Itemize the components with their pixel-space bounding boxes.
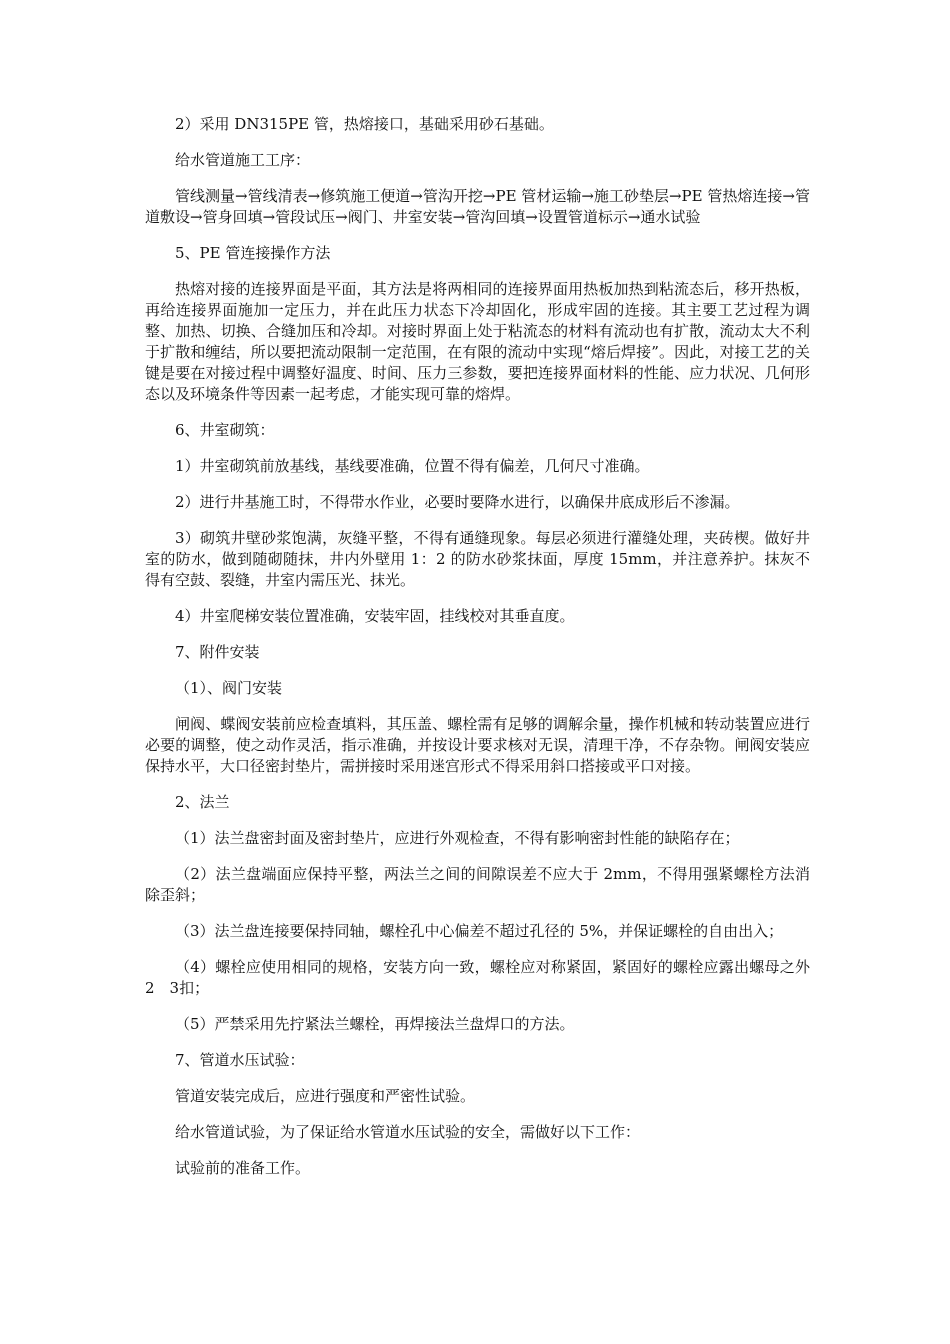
paragraph-pipe-spec: 2）采用 DN315PE 管，热熔接口，基础采用砂石基础。: [175, 115, 554, 133]
paragraph-valve-installation: 闸阀、蝶阀安装前应检查填料，其压盖、螺栓需有足够的调解余量，操作机械和转动装置应进行必要的调整，使之动作灵活，指示准确，并按设计要求核对无误，清理干净，不存杂物。闸阀安装应保持水平，大口径密封垫片，需拼接时采用迷宫形式不得采用斜口搭接或平口对接。: [145, 715, 810, 775]
paragraph-hot-melt-method: 热熔对接的连接界面是平面，其方法是将两相同的连接界面用热板加热到粘流态后，移开热板，再给连接界面施加一定压力，并在此压力状态下冷却固化，形成牢固的连接。其主要工艺过程为调整、加热、切换、合缝加压和冷却。对接时界面上处于粘流态的材料有流动也有扩散，流动太大不利于扩散和缠结，所以要把流动限制一定范围，在有限的流动中实现“熔后焊接”。因此，对接工艺的关键是要在对接过程中调整好温度、时间、压力三参数，要把连接界面材料的性能、应力状况、几何形态以及环境条件等因素一起考虑，才能实现可靠的熔焊。: [145, 280, 810, 403]
section-heading-flange: 2、法兰: [175, 793, 230, 811]
paragraph-flange-item-5: （5）严禁采用先拧紧法兰螺栓，再焊接法兰盘焊口的方法。: [175, 1015, 575, 1033]
document-page: [145, 114, 810, 1194]
section-heading-pe-connection: 5、PE 管连接操作方法: [175, 244, 331, 262]
paragraph-pressure-test-2: 给水管道试验，为了保证给水管道水压试验的安全，需做好以下工作：: [175, 1123, 641, 1141]
paragraph-procedure-heading: 给水管道施工工序：: [175, 151, 311, 169]
paragraph-pressure-test-3: 试验前的准备工作。: [175, 1159, 311, 1177]
paragraph-flange-item-3: （3）法兰盘连接要保持同轴，螺栓孔中心偏差不超过孔径的 5%，并保证螺栓的自由出入；: [175, 922, 784, 940]
paragraph-well-item-1: 1）井室砌筑前放基线，基线要准确，位置不得有偏差，几何尺寸准确。: [175, 457, 650, 475]
paragraph-well-item-2: 2）进行井基施工时，不得带水作业，必要时要降水进行，以确保井底成形后不渗漏。: [175, 493, 740, 511]
subheading-valve-installation: （1）、阀门安装: [175, 679, 283, 697]
paragraph-well-item-3: 3）砌筑井壁砂浆饱满，灰缝平整，不得有通缝现象。每层必须进行灌缝处理，夹砖楔。做好井室的防水，做到随砌随抹，井内外壁用 1：2 的防水砂浆抹面，厚度 15mm，并注意养护。抹灰不得有空鼓、裂缝，井室内需压光、抹光。: [145, 529, 810, 589]
paragraph-flange-item-2: （2）法兰盘端面应保持平整，两法兰之间的间隙误差不应大于 2mm，不得用强紧螺栓方法消除歪斜；: [145, 865, 810, 904]
paragraph-well-item-4: 4）井室爬梯安装位置准确，安装牢固，挂线校对其垂直度。: [175, 607, 575, 625]
section-heading-well-masonry: 6、井室砌筑：: [175, 421, 275, 439]
paragraph-flange-item-1: （1）法兰盘密封面及密封垫片，应进行外观检查，不得有影响密封性能的缺陷存在；: [175, 829, 740, 847]
paragraph-procedure-steps: 管线测量→管线清表→修筑施工便道→管沟开挖→PE 管材运输→施工砂垫层→PE 管热熔连接→管道敷设→管身回填→管段试压→阀门、井室安装→管沟回填→设置管道标示→通水试验: [145, 187, 810, 226]
paragraph-pressure-test-1: 管道安装完成后，应进行强度和严密性试验。: [175, 1087, 476, 1105]
paragraph-flange-item-4: （4）螺栓应使用相同的规格，安装方向一致，螺栓应对称紧固，紧固好的螺栓应露出螺母之外 2 3扣；: [145, 958, 810, 997]
section-heading-fittings: 7、附件安装: [175, 643, 260, 661]
section-heading-pressure-test: 7、管道水压试验：: [175, 1051, 305, 1069]
